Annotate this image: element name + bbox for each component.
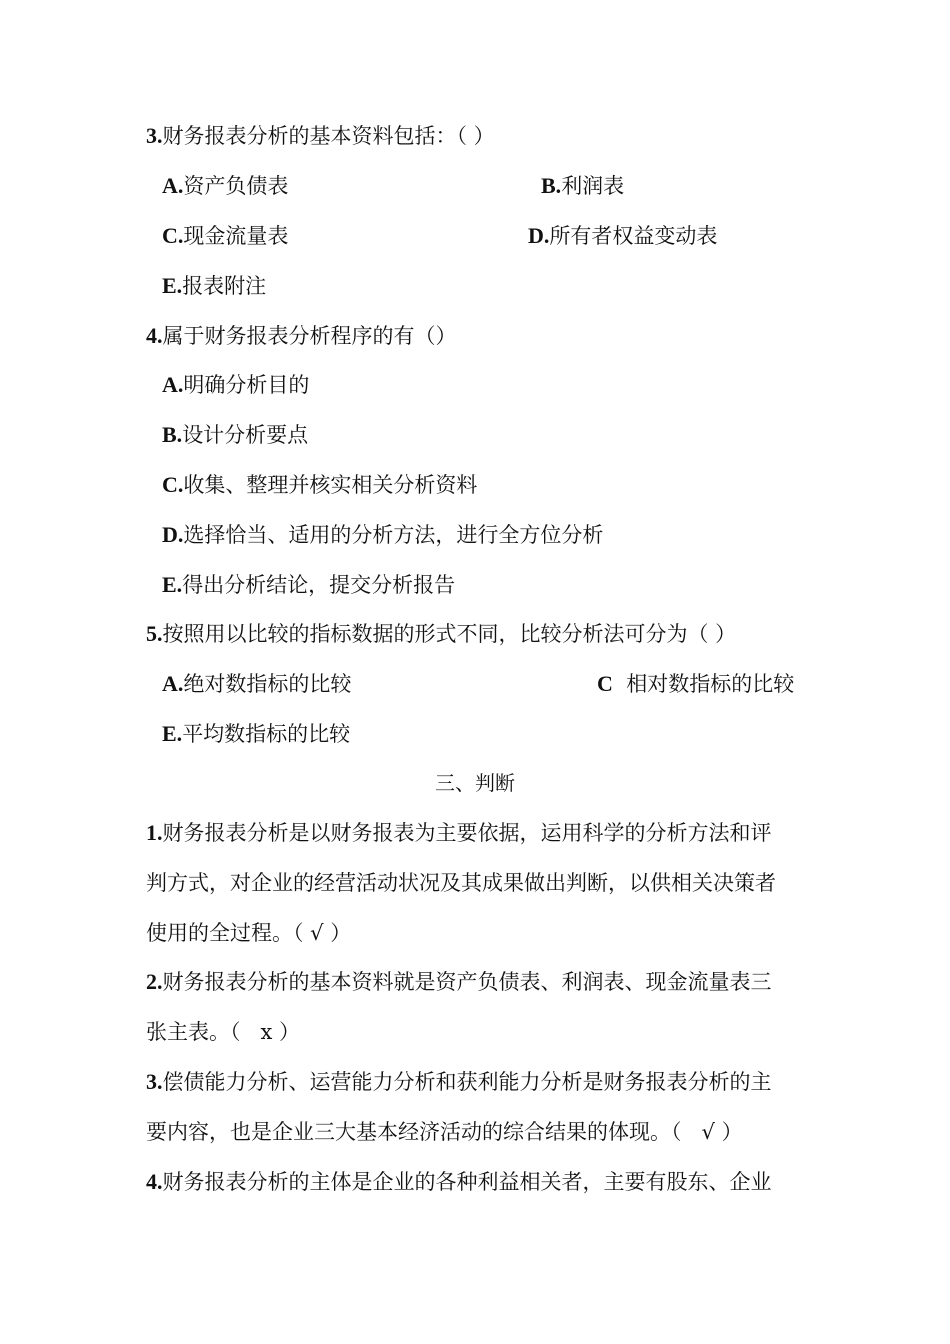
question-text: 属于财务报表分析程序的有（） [162, 324, 457, 348]
option-text: 资产负债表 [183, 174, 289, 198]
judge-1-line-1 [146, 819, 772, 847]
judge-1-line-3: 使用的全过程。（ √ ） [146, 921, 352, 945]
option-letter: D. [162, 522, 184, 547]
section-title: 三、判断 [435, 771, 515, 795]
option-letter: C. [162, 472, 184, 497]
option-3b [541, 172, 624, 200]
option-text: 平均数指标的比较 [182, 722, 351, 746]
question-number: 1. [146, 820, 163, 845]
option-letter: A. [162, 173, 184, 198]
option-letter: C [597, 671, 613, 696]
option-text: 明确分析目的 [183, 373, 310, 397]
option-text: 选择恰当、适用的分析方法，进行全方位分析 [183, 523, 604, 547]
judge-1-line-2: 判方式，对企业的经营活动状况及其成果做出判断，以供相关决策者 [146, 871, 776, 895]
judge-3-line-2: 要内容，也是企业三大基本经济活动的综合结果的体现。（ √ ） [146, 1120, 743, 1144]
statement-text: 财务报表分析的基本资料就是资产负债表、利润表、现金流量表三 [162, 970, 772, 994]
question-number: 4. [146, 1169, 163, 1194]
option-text: 利润表 [561, 174, 625, 198]
question-number: 3. [146, 1069, 163, 1094]
option-letter: C. [162, 223, 184, 248]
option-4c [162, 471, 477, 499]
option-text: 设计分析要点 [182, 423, 309, 447]
option-3c [162, 222, 288, 250]
question-3 [146, 122, 495, 150]
option-letter: B. [541, 173, 562, 198]
question-number: 5. [146, 621, 163, 646]
statement-text: 偿债能力分析、运营能力分析和获利能力分析是财务报表分析的主 [162, 1070, 772, 1094]
option-text: 报表附注 [182, 274, 267, 298]
judge-4-line-1 [146, 1168, 772, 1196]
option-letter: D. [528, 223, 550, 248]
option-letter: B. [162, 422, 183, 447]
option-letter: E. [162, 572, 183, 597]
option-text: 现金流量表 [183, 224, 289, 248]
option-5e [162, 720, 350, 748]
judge-2-line-2: 张主表。（ x ） [146, 1020, 301, 1044]
option-3e [162, 272, 266, 300]
option-3d [528, 222, 717, 250]
option-letter: E. [162, 273, 183, 298]
option-4b [162, 421, 308, 449]
option-text: 所有者权益变动表 [549, 224, 718, 248]
statement-text: 财务报表分析是以财务报表为主要依据，运用科学的分析方法和评 [162, 821, 772, 845]
option-4a [162, 371, 309, 399]
option-letter: A. [162, 372, 184, 397]
option-text: 相对数指标的比较 [612, 672, 795, 696]
option-text: 绝对数指标的比较 [183, 672, 352, 696]
option-4d [162, 521, 603, 549]
question-number: 3. [146, 123, 163, 148]
option-letter: E. [162, 721, 183, 746]
option-5c [597, 670, 794, 698]
judge-2-line-1 [146, 968, 772, 996]
option-text: 得出分析结论，提交分析报告 [182, 573, 456, 597]
question-5 [146, 620, 736, 648]
option-5a [162, 670, 351, 698]
judge-3-line-1 [146, 1068, 772, 1096]
option-3a [162, 172, 288, 200]
option-4e [162, 571, 455, 599]
question-4 [146, 322, 457, 350]
question-text: 按照用以比较的指标数据的形式不同，比较分析法可分为（ ） [162, 622, 737, 646]
question-number: 2. [146, 969, 163, 994]
statement-text: 财务报表分析的主体是企业的各种利益相关者，主要有股东、企业 [162, 1170, 772, 1194]
option-text: 收集、整理并核实相关分析资料 [183, 473, 478, 497]
option-letter: A. [162, 671, 184, 696]
question-text: 财务报表分析的基本资料包括：（ ） [162, 124, 495, 148]
question-number: 4. [146, 323, 163, 348]
